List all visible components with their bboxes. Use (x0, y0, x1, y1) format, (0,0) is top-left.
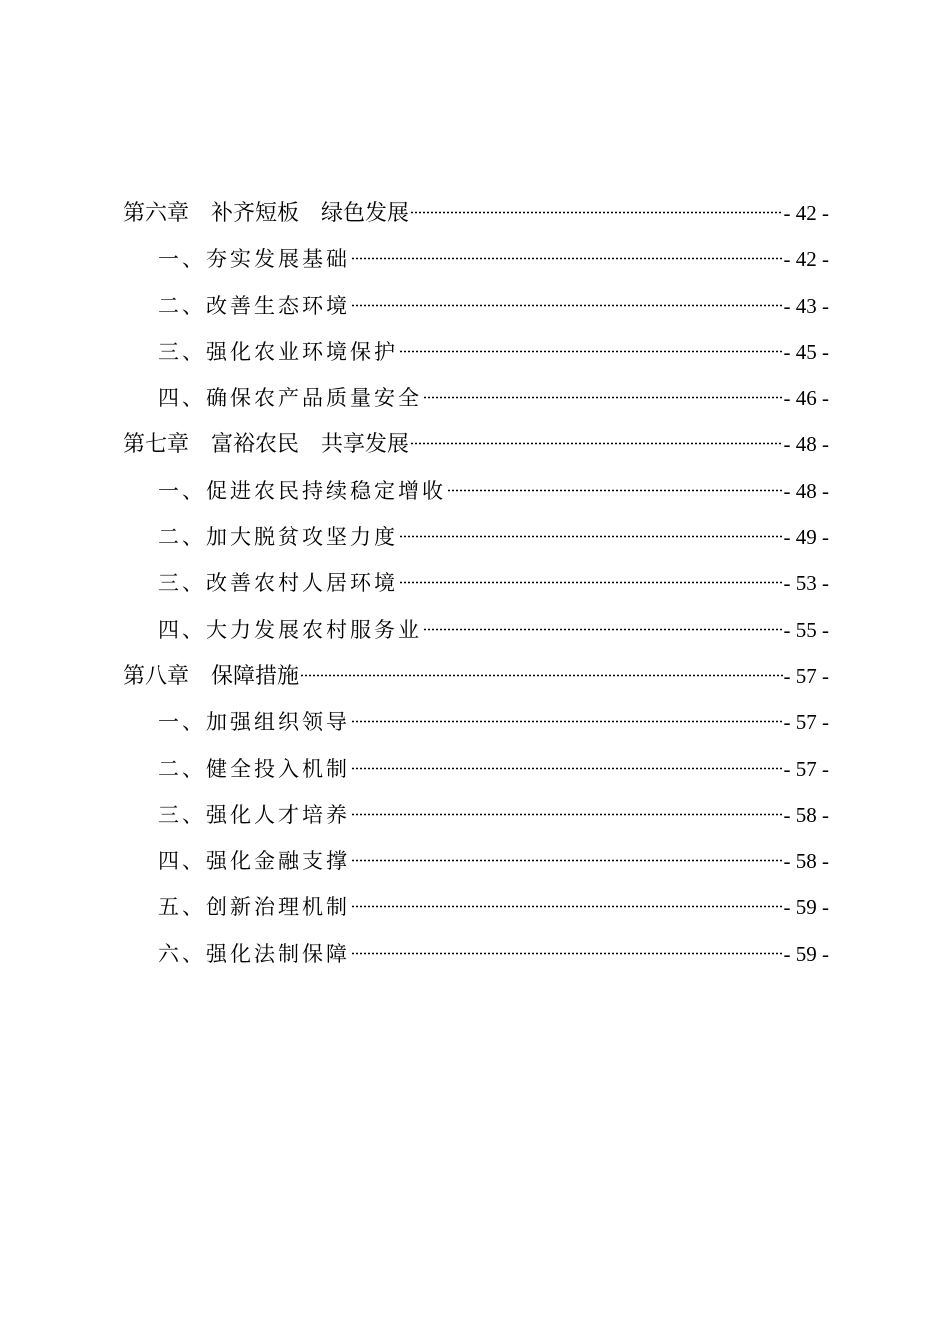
toc-dot-leader (351, 720, 783, 723)
toc-dot-leader (351, 304, 783, 307)
toc-dot-leader (351, 767, 783, 770)
toc-page-number: - 45 - (783, 339, 829, 364)
toc-entry-title: 二、健全投入机制 (158, 756, 350, 781)
toc-page-number: - 57 - (783, 756, 829, 781)
toc-dot-leader (447, 489, 783, 492)
toc-entry-title: 三、强化农业环境保护 (158, 339, 398, 364)
toc-chapter-6[interactable] (123, 190, 829, 236)
toc-section-8-3[interactable] (123, 792, 829, 838)
toc-dot-leader (300, 674, 782, 677)
toc-dot-leader (351, 257, 783, 260)
toc-page-number: - 57 - (783, 710, 829, 735)
toc-page-number: - 46 - (783, 386, 829, 411)
toc-entry-title: 五、创新治理机制 (158, 895, 350, 920)
toc-dot-leader (410, 211, 782, 214)
toc-entry-title: 二、加大脱贫攻坚力度 (158, 525, 398, 550)
toc-section-8-4[interactable] (123, 838, 829, 884)
toc-page-number: - 58 - (783, 802, 829, 827)
toc-page-number: - 59 - (783, 895, 829, 920)
toc-dot-leader (351, 905, 783, 908)
toc-page-number: - 42 - (783, 247, 829, 272)
toc-entry-title: 一、夯实发展基础 (158, 247, 350, 272)
toc-page-number: - 49 - (783, 525, 829, 550)
toc-page-number: - 57 - (783, 663, 829, 688)
toc-section-6-2[interactable] (123, 283, 829, 329)
toc-page-number: - 55 - (783, 617, 829, 642)
toc-section-6-4[interactable] (123, 375, 829, 421)
toc-section-7-3[interactable] (123, 560, 829, 606)
toc-section-8-1[interactable] (123, 699, 829, 745)
toc-chapter-8[interactable] (123, 653, 829, 699)
toc-entry-title: 六、强化法制保障 (158, 941, 350, 966)
toc-page-number: - 43 - (783, 293, 829, 318)
toc-entry-title: 四、大力发展农村服务业 (158, 617, 422, 642)
toc-section-7-2[interactable] (123, 514, 829, 560)
toc-page-number: - 42 - (783, 201, 829, 225)
toc-dot-leader (410, 442, 782, 445)
toc-entry-title: 第六章 补齐短板 绿色发展 (123, 201, 410, 226)
toc-section-6-3[interactable] (123, 329, 829, 375)
toc-section-8-5[interactable] (123, 884, 829, 930)
toc-section-7-4[interactable] (123, 607, 829, 653)
toc-entry-title: 三、强化人才培养 (158, 802, 350, 827)
toc-entry-title: 三、改善农村人居环境 (158, 571, 398, 596)
toc-dot-leader (423, 628, 783, 631)
toc-page-number: - 53 - (783, 571, 829, 596)
toc-section-8-2[interactable] (123, 746, 829, 792)
toc-entry-title: 一、加强组织领导 (158, 710, 350, 735)
toc-page-number: - 48 - (783, 478, 829, 503)
toc-dot-leader (351, 859, 783, 862)
toc-page-number: - 48 - (783, 432, 829, 457)
toc-chapter-7[interactable] (123, 421, 829, 467)
toc-page-number: - 58 - (783, 849, 829, 874)
toc-entry-title: 二、改善生态环境 (158, 293, 350, 318)
toc-dot-leader (351, 952, 783, 955)
toc-entry-title: 第七章 富裕农民 共享发展 (123, 432, 410, 458)
toc-entry-title: 四、确保农产品质量安全 (158, 386, 422, 411)
toc-dot-leader (399, 535, 783, 538)
toc-section-6-1[interactable] (123, 236, 829, 282)
toc-dot-leader (399, 350, 783, 353)
toc-section-8-6[interactable] (123, 931, 829, 977)
toc-page-number: - 59 - (783, 941, 829, 966)
toc-dot-leader (423, 396, 783, 399)
toc-section-7-1[interactable] (123, 468, 829, 514)
toc-entry-title: 一、促进农民持续稳定增收 (158, 478, 446, 503)
toc-entry-title: 第八章 保障措施 (123, 663, 300, 689)
toc-entry-title: 四、强化金融支撑 (158, 849, 350, 874)
table-of-contents (123, 190, 829, 977)
toc-dot-leader (351, 813, 783, 816)
toc-dot-leader (399, 581, 783, 584)
